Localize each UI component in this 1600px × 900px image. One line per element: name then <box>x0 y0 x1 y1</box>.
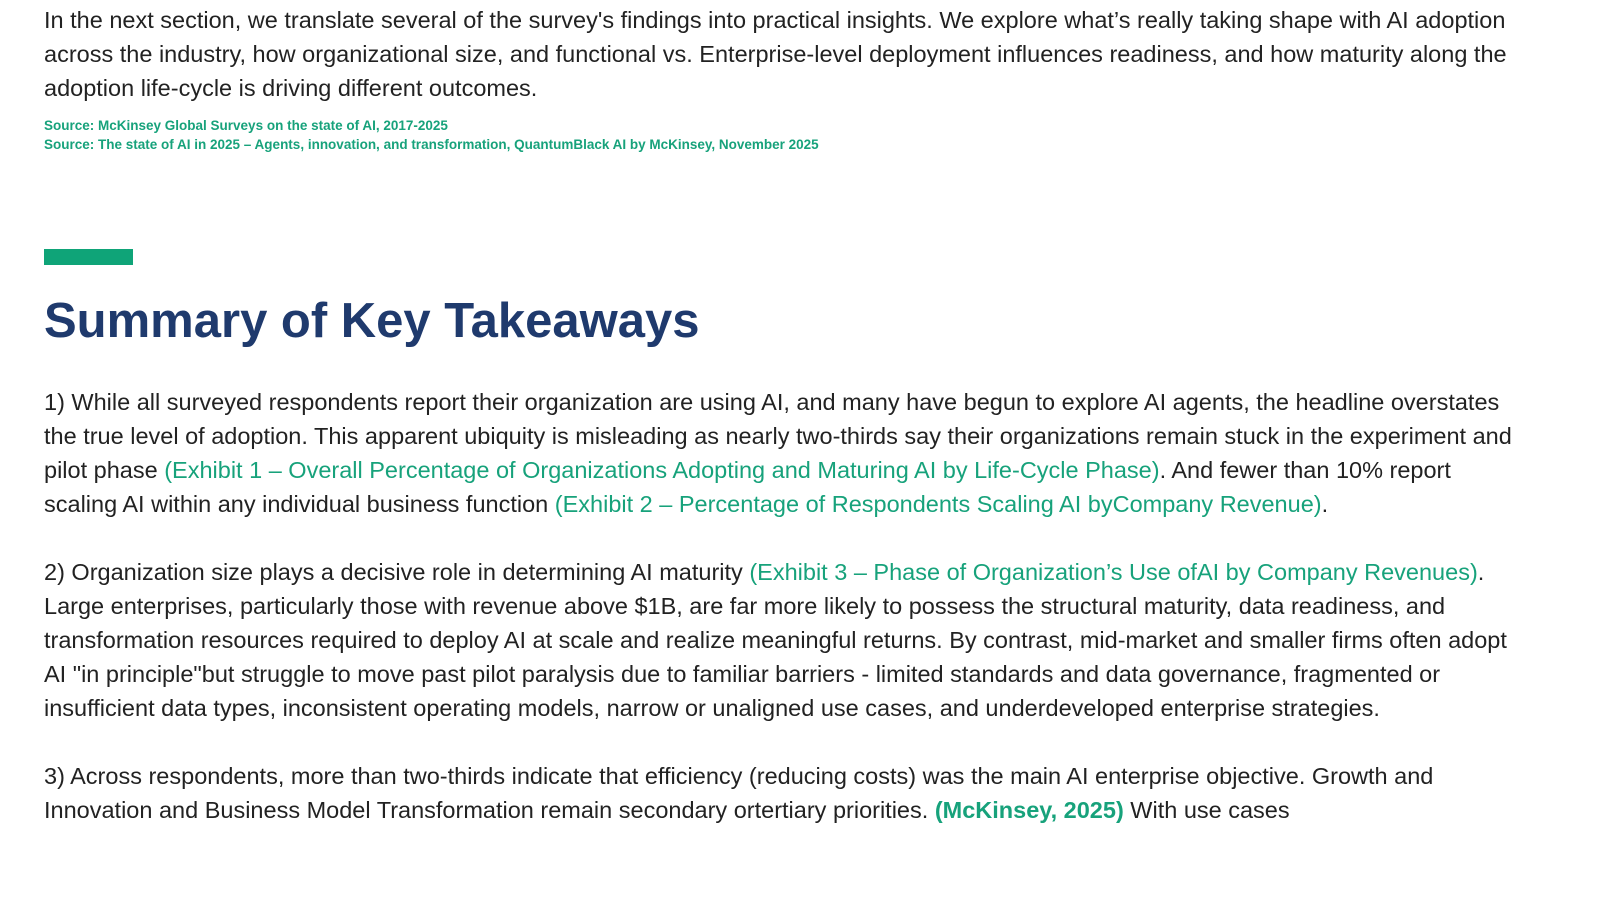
takeaway-paragraph-3 <box>44 759 1518 827</box>
exhibit-link[interactable]: (Exhibit 1 – Overall Percentage of Organizations Adopting and Maturing AI by Life-Cycle Phase) <box>164 457 1160 483</box>
source-citations <box>44 116 1518 154</box>
source-line: Source: McKinsey Global Surveys on the state of AI, 2017-2025 <box>44 118 448 133</box>
exhibit-link[interactable]: (McKinsey, 2025) <box>934 797 1124 823</box>
text-run: . <box>1321 491 1329 517</box>
exhibit-link[interactable]: (Exhibit 2 – Percentage of Respondents Scaling AI byCompany Revenue) <box>554 491 1322 517</box>
section-accent-bar <box>44 249 133 265</box>
text-run: With use cases <box>1123 797 1290 823</box>
takeaway-paragraph-2 <box>44 555 1518 725</box>
source-line: Source: The state of AI in 2025 – Agents, innovation, and transformation, QuantumBlack AI by McKinsey, November 2025 <box>44 137 819 152</box>
intro-paragraph: In the next section, we translate several of the survey's findings into practical insights. We explore what’s really taking shape with AI adoption across the industry, how organizational size, and functional vs. Enterprise-level deployment influences readiness, and how maturity along the adoption life-cycle is driving different outcomes. <box>44 7 1507 101</box>
text-run: 3) Across respondents, more than two-thirds indicate that efficiency (reducing costs) was the main AI enterprise objective. Growth and Innovation and Business Model Transformation remain secondary ortertiary priorities. <box>44 763 1434 823</box>
text-run: 1) While all surveyed respondents report their organization are using AI, and many have begun to explore AI agents, the headline overstates the true level of adoption. This apparent ubiquity is misleading as nearly two-thirds say their organizations remain stuck in the experiment and pilot phase <box>44 389 1512 483</box>
text-run: . Large enterprises, particularly those with revenue above $1B, are far more likely to possess the structural maturity, data readiness, and transformation resources required to deploy AI at scale and realize meaningful returns. By contrast, mid-market and smaller firms often adopt AI "in principle"but struggle to move past pilot paralysis due to familiar barriers - limited standards and data governance, fragmented or insufficient data types, inconsistent operating models, narrow or unaligned use cases, and underdeveloped enterprise strategies. <box>44 559 1507 721</box>
takeaway-paragraph-1 <box>44 385 1518 521</box>
text-run: . And fewer than 10% report scaling AI within any individual business function <box>44 457 1451 517</box>
section-title: Summary of Key Takeaways <box>44 294 700 348</box>
exhibit-link[interactable]: (Exhibit 3 – Phase of Organization’s Use ofAI by Company Revenues) <box>749 559 1478 585</box>
text-run: 2) Organization size plays a decisive role in determining AI maturity <box>44 559 750 585</box>
